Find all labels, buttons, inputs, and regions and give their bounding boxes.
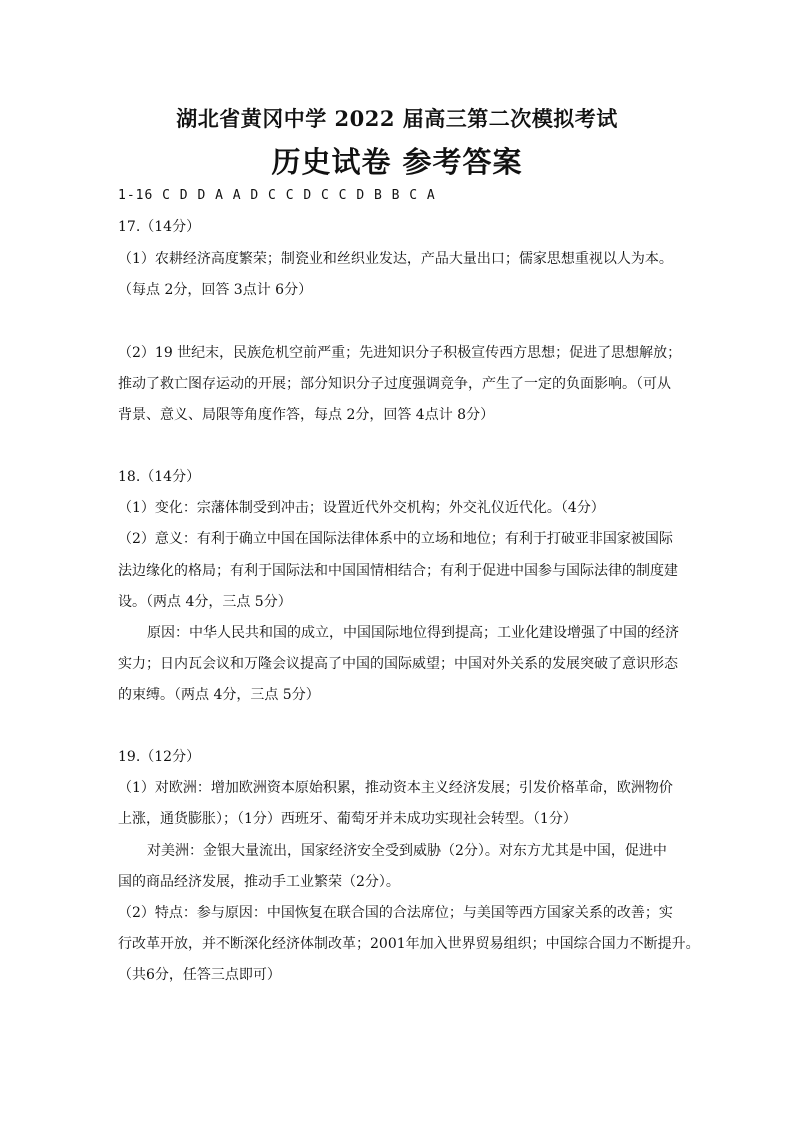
q19-heading: 19.（12分） xyxy=(118,749,201,765)
q17-part2-line: （2）19 世纪末，民族危机空前严重；先进知识分子积极宣传西方思想；促进了思想解放； xyxy=(118,345,682,361)
q19-americas-line: 对美洲：金银大量流出，国家经济安全受到威胁（2分）。对东方尤其是中国，促进中 xyxy=(147,843,667,859)
q19-part1-line: （1）对欧洲：增加欧洲资本原始积累，推动资本主义经济发展；引发价格革命，欧洲物价 xyxy=(118,780,673,796)
q17-part2-line: 推动了救亡图存运动的开展；部分知识分子过度强调竞争，产生了一定的负面影响。（可从 xyxy=(118,376,671,392)
q18-heading: 18.（14分） xyxy=(118,469,201,485)
exam-title: 湖北省黄冈中学 2022 届高三第二次模拟考试 xyxy=(176,106,618,131)
multiple-choice-answers: 1-16 C D D A A D C C D C C D B B C A xyxy=(118,188,436,203)
q18-part2-line: 设。（两点 4分，三点 5分） xyxy=(118,594,292,610)
q19-part2-line: （2）特点：参与原因：中国恢复在联合国的合法席位；与美国等西方国家关系的改善；实 xyxy=(118,905,673,921)
q18-reasons-line: 原因：中华人民共和国的成立，中国国际地位得到提高；工业化建设增强了中国的经济 xyxy=(147,625,679,641)
q18-part1-line: （1）变化：宗藩体制受到冲击；设置近代外交机构；外交礼仪近代化。（4分） xyxy=(118,500,605,516)
q19-part2-line: （共6分，任答三点即可） xyxy=(118,967,281,983)
q17-part2-line: 背景、意义、局限等角度作答，每点 2分，回答 4点计 8分） xyxy=(118,407,495,423)
document-subtitle: 历史试卷 参考答案 xyxy=(271,145,523,179)
q19-part2-line: 行改革开放，并不断深化经济体制改革；2001年加入世界贸易组织；中国综合国力不断提升。 xyxy=(118,936,700,952)
q17-heading: 17.（14分） xyxy=(118,219,201,235)
q18-part2-line: （2）意义：有利于确立中国在国际法律体系中的立场和地位；有利于打破亚非国家被国际 xyxy=(118,531,673,547)
q18-reasons-line: 的束缚。（两点 4分，三点 5分） xyxy=(118,687,320,703)
q18-reasons-line: 实力；日内瓦会议和万隆会议提高了中国的国际威望；中国对外关系的发展突破了意识形态 xyxy=(118,656,678,672)
q17-part1-line: （1）农耕经济高度繁荣；制瓷业和丝织业发达，产品大量出口；儒家思想重视以人为本。 xyxy=(118,251,673,267)
q18-part2-line: 法边缘化的格局；有利于国际法和中国国情相结合；有利于促进中国参与国际法律的制度建 xyxy=(118,563,678,579)
q17-part1-line: （每点 2分，回答 3点计 6分） xyxy=(118,282,313,298)
q19-part1-line: 上涨，通货膨胀）；（1分）西班牙、葡萄牙并未成功实现社会转型。（1分） xyxy=(118,811,577,827)
q19-americas-line: 国的商品经济发展，推动手工业繁荣（2分）。 xyxy=(118,874,400,890)
